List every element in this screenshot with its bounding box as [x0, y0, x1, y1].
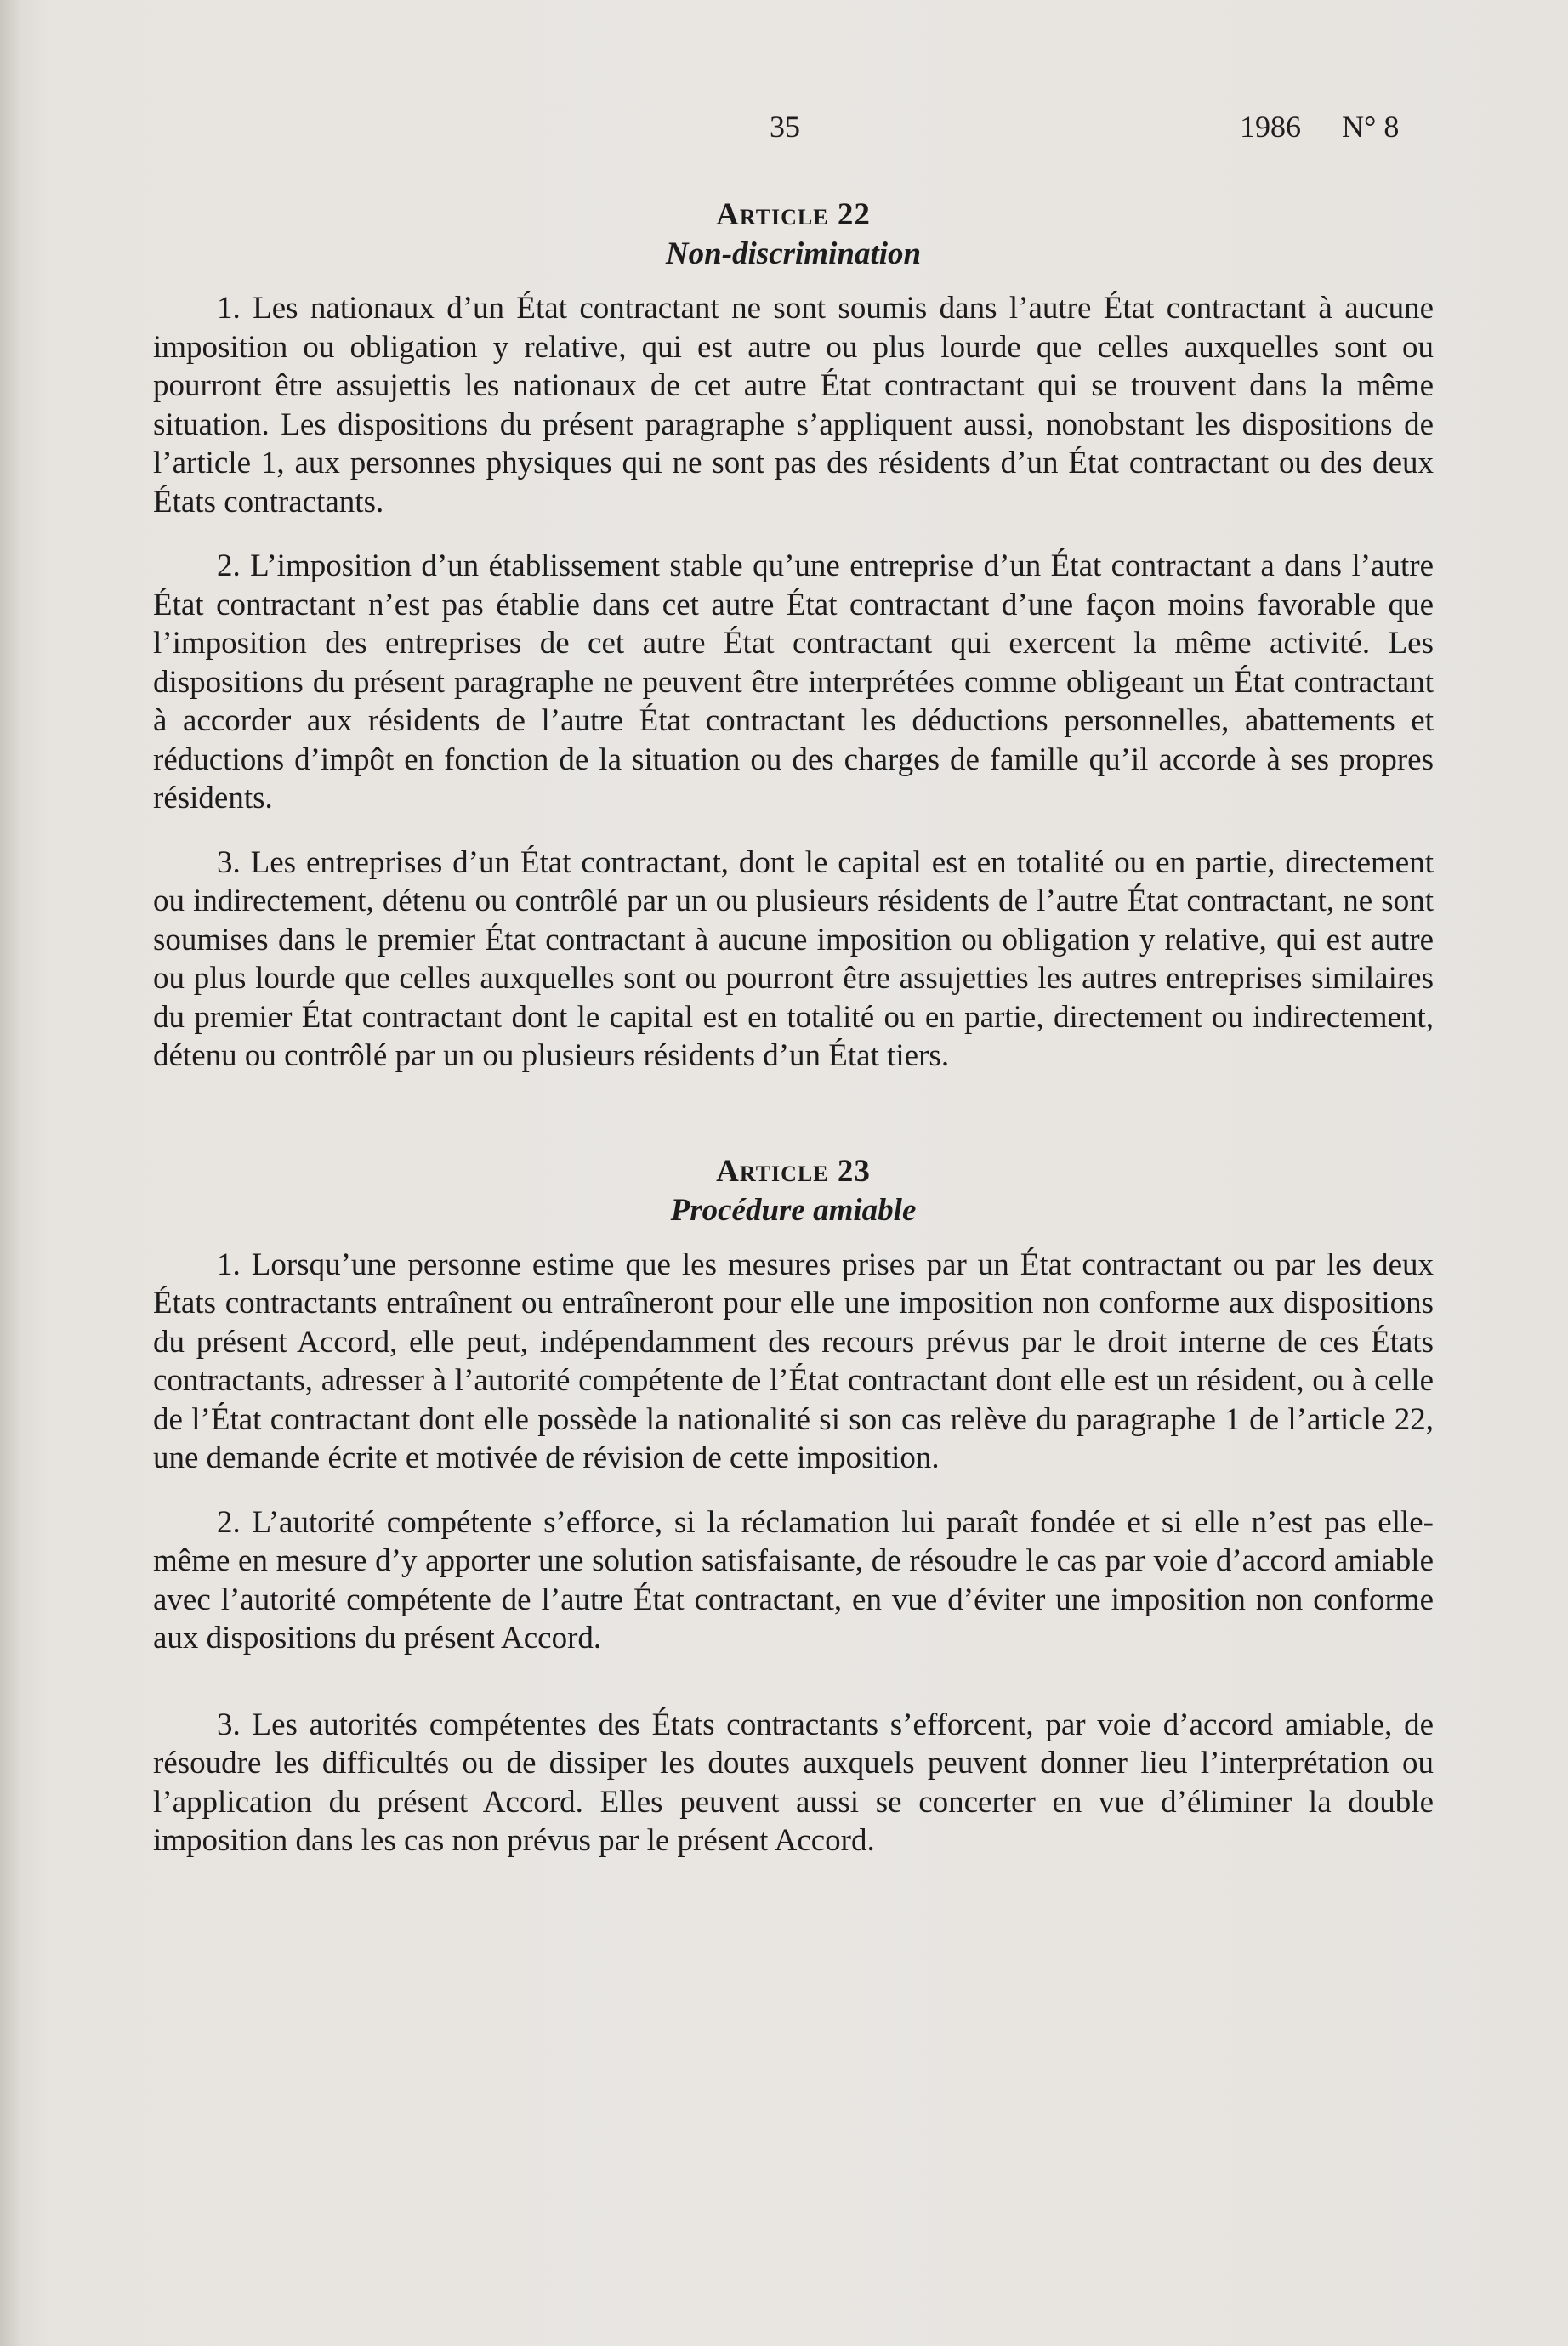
page-number: 35 [770, 110, 800, 144]
article-subtitle: Non-discrimination [665, 236, 922, 271]
issue-number: N° 8 [1342, 110, 1400, 144]
article-paragraph: 2. L’autorité compétente s’efforce, si la réclamation lui paraît fondée et si elle n’est pas elle-même en mesure d’y apporter une solution satisfaisante, de résoudre le cas par voie d’accord amiable avec l’autorité compétente de l’autre État contractant, en vue d’éviter une imposition non conforme aux dispositions du présent Accord. [153, 1504, 1434, 1656]
page-spine-shadow [0, 0, 19, 2346]
article-title: Article 22 [716, 197, 871, 232]
article-paragraph: 1. Les nationaux d’un État contractant ne sont soumis dans l’autre État contractant à aucune imposition ou obligation y relative, qui est autre ou plus lourde que celles auxquelles sont ou pourront être assujettis les nationaux de cet autre État contractant qui se trouvent dans la même situation. Les dispositions du présent paragraphe s’appliquent aussi, nonobstant les dispositions de l’article 1, aux personnes physiques qui ne sont pas des résidents d’un État contractant ou des deux États contractants. [153, 291, 1434, 520]
article-paragraph: 1. Lorsqu’une personne estime que les mesures prises par un État contractant ou par les deux États contractants entraînent ou entraîneront pour elle une imposition non conforme aux dispositions du présent Accord, elle peut, indépendamment des recours prévus par le droit interne de ces États contractants, adresser à l’autorité compétente de l’État contractant dont elle est un résident, ou à celle de l’État contractant dont elle possède la nationalité si son cas relève du paragraphe 1 de l’article 22, une demande écrite et motivée de révision de cette imposition. [153, 1247, 1434, 1475]
page-body [153, 196, 1434, 1937]
page-header [0, 109, 1568, 151]
article-paragraph: 3. Les entreprises d’un État contractant, dont le capital est en totalité ou en partie, directement ou indirectement, détenu ou contrôlé par un ou plusieurs résidents de l’autre État contractant, ne sont soumises dans le premier État contractant à aucune imposition ou obligation y relative, qui est autre ou plus lourde que celles auxquelles sont ou pourront être assujetties les autres entreprises similaires du premier État contractant dont le capital est en totalité ou en partie, directement ou indirectement, détenu ou contrôlé par un ou plusieurs résidents d’un État tiers. [153, 844, 1434, 1073]
article-subtitle: Procédure amiable [670, 1192, 917, 1228]
article-paragraph: 3. Les autorités compétentes des États contractants s’efforcent, par voie d’accord amiable, de résoudre les difficultés ou de dissiper les doutes auxquels peuvent donner lieu l’interprétation ou l’application du présent Accord. Elles peuvent aussi se concerter en vue d’éliminer la double imposition dans les cas non prévus par le présent Accord. [153, 1707, 1434, 1858]
publication-year: 1986 [1240, 110, 1301, 144]
article-23 [153, 1152, 1434, 1860]
article-22 [153, 196, 1434, 1076]
article-paragraph: 2. L’imposition d’un établissement stable qu’une entreprise d’un État contractant a dans l’autre État contractant n’est pas établie dans cet autre État contractant d’une façon moins favorable que l’imposition des entreprises de cet autre État contractant qui exercent la même activité. Les dispositions du présent paragraphe ne peuvent être interprétées comme obligeant un État contractant à accorder aux résidents de l’autre État contractant les déductions personnelles, abattements et réductions d’impôt en fonction de la situation ou des charges de famille qu’il accorde à ses propres résidents. [153, 548, 1434, 815]
article-title: Article 23 [716, 1153, 871, 1189]
